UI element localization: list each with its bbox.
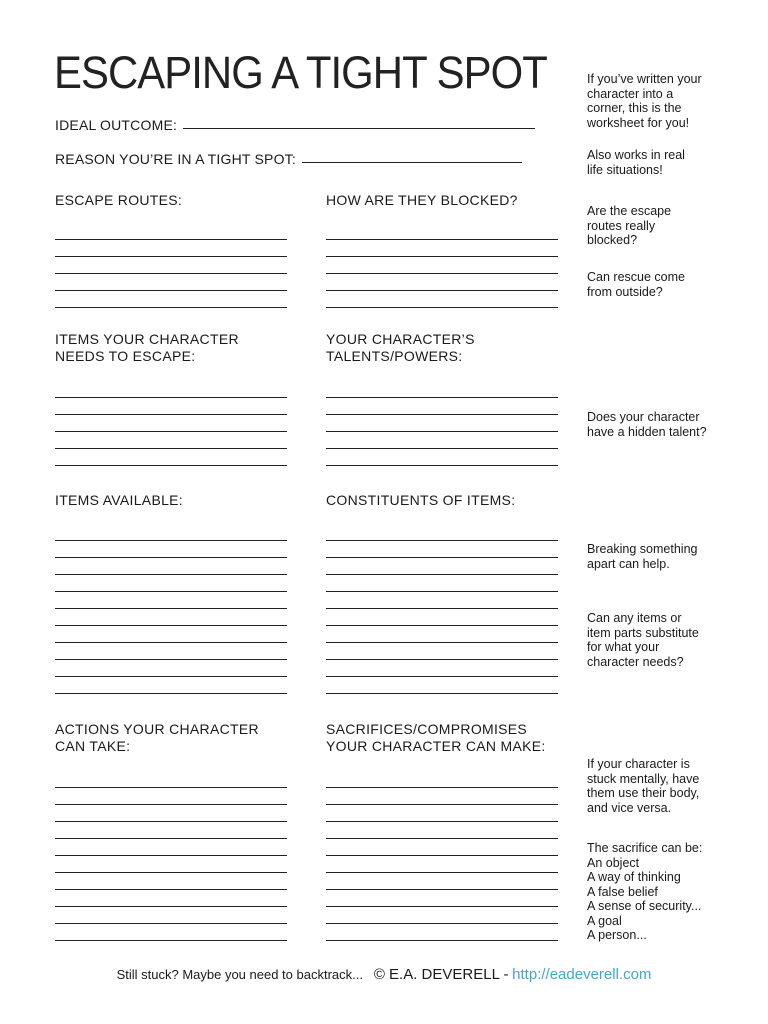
talents-heading: YOUR CHARACTER’S TALENTS/POWERS: [326, 331, 475, 364]
sidebar-stuck: If your character is stuck mentally, have them use their body, and vice versa. [587, 757, 700, 815]
constituents-heading: CONSTITUENTS OF ITEMS: [326, 492, 516, 508]
footer-website-link[interactable]: http://eadeverell.com [512, 966, 652, 983]
footer-stuck: Still stuck? Maybe you need to backtrack... [116, 967, 363, 982]
sacrifices-lines[interactable] [326, 771, 558, 941]
ideal-outcome-field[interactable] [55, 117, 535, 133]
reason-line [302, 161, 522, 163]
items-available-lines[interactable] [55, 524, 287, 694]
sacrifices-heading: SACRIFICES/COMPROMISES YOUR CHARACTER CAN MAKE: [326, 721, 546, 754]
page-title: ESCAPING A TIGHT SPOT [54, 47, 547, 98]
sidebar-breaking: Breaking something apart can help. [587, 542, 698, 571]
ideal-outcome-label: IDEAL OUTCOME: [55, 117, 178, 133]
escape-routes-lines[interactable] [55, 223, 287, 308]
footer [0, 966, 768, 983]
constituents-lines[interactable] [326, 524, 558, 694]
sidebar-sacrifice-list: The sacrifice can be: An object A way of thinking A false belief A sense of security... A goal A person... [587, 841, 703, 942]
sidebar-talent-question: Does your character have a hidden talent? [587, 410, 707, 439]
actions-lines[interactable] [55, 771, 287, 941]
reason-label: REASON YOU’RE IN A TIGHT SPOT: [55, 151, 296, 167]
actions-heading: ACTIONS YOUR CHARACTER CAN TAKE: [55, 721, 259, 754]
blocked-heading: HOW ARE THEY BLOCKED? [326, 192, 518, 208]
sidebar-blocked-question: Are the escape routes really blocked? [587, 204, 672, 247]
talents-lines[interactable] [326, 381, 558, 466]
items-needed-heading: ITEMS YOUR CHARACTER NEEDS TO ESCAPE: [55, 331, 239, 364]
sidebar-real-life: Also works in real life situations! [587, 148, 685, 177]
reason-field[interactable] [55, 151, 522, 167]
items-needed-lines[interactable] [55, 381, 287, 466]
items-available-heading: ITEMS AVAILABLE: [55, 492, 183, 508]
sidebar-intro: If you’ve written your character into a corner, this is the worksheet for you! [587, 72, 702, 130]
footer-copyright: © E.A. DEVERELL - [373, 966, 509, 983]
sidebar-rescue-question: Can rescue come from outside? [587, 270, 685, 299]
blocked-lines[interactable] [326, 223, 558, 308]
sidebar-substitute: Can any items or item parts substitute for what your character needs? [587, 611, 699, 669]
ideal-outcome-line [183, 127, 535, 129]
escape-routes-heading: ESCAPE ROUTES: [55, 192, 183, 208]
